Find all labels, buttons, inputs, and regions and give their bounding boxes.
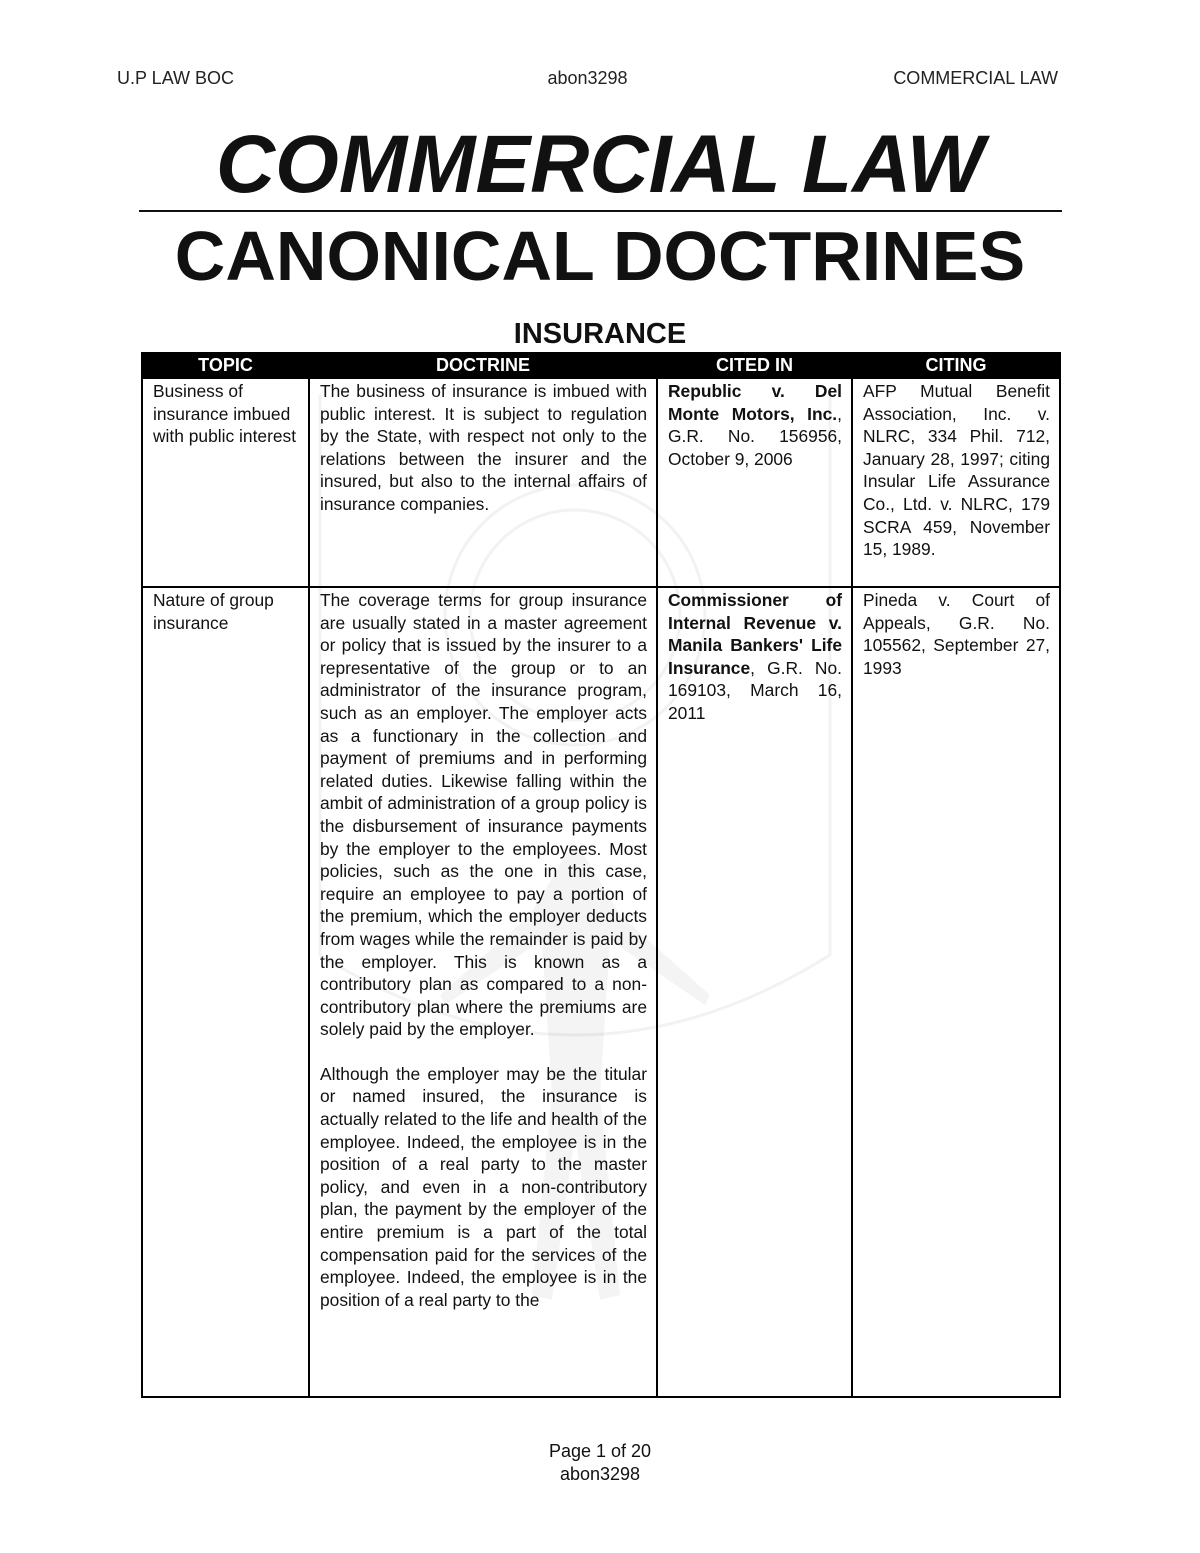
section-title: INSURANCE <box>513 318 687 350</box>
topic-cell: Nature of group insurance <box>142 587 309 1397</box>
header-right: COMMERCIAL LAW <box>893 68 1058 88</box>
header-left: U.P LAW BOC <box>117 68 235 88</box>
table-row <box>142 378 1060 587</box>
cited-case-name: Republic v. Del Monte Motors, Inc. <box>668 381 842 424</box>
cited-case-name: Commissioner of Internal Revenue v. Manila Bankers' Life Insurance <box>668 590 842 678</box>
doctrine-cell <box>309 378 657 587</box>
doctrines-table <box>141 352 1061 1398</box>
cited-in-cell <box>657 378 852 587</box>
document-subtitle: CANONICAL DOCTRINES <box>174 217 1026 295</box>
column-header-topic: TOPIC <box>142 353 309 378</box>
page-footer <box>0 1440 1200 1486</box>
doctrine-paragraph: The coverage terms for group insurance are usually stated in a master agreement or policy that is issued by the insurer to a representative of the group or to an administrator of the insurance program, such as an employer. The employer acts as a functionary in the collection and payment of premiums and in performing related duties. Likewise falling within the ambit of administration of a group policy is the disbursement of insurance payments by the employer to the employees. Most policies, such as the one in this case, require an employee to pay a portion of the premium, which the employer deducts from wages while the remainder is paid by the employer. This is known as a contributory plan as compared to a non-contributory plan where the premiums are solely paid by the employer. <box>320 590 647 1040</box>
table-row <box>142 587 1060 1397</box>
citing-cell: AFP Mutual Benefit Association, Inc. v. NLRC, 334 Phil. 712, January 28, 1997; citing Insular Life Assurance Co., Ltd. v. NLRC, 179 SCRA 459, November 15, 1989. <box>852 378 1060 587</box>
paragraph-gap <box>320 1041 647 1063</box>
column-header-citing: CITING <box>852 353 1060 378</box>
cited-in-cell <box>657 587 852 1397</box>
column-header-doctrine: DOCTRINE <box>309 353 657 378</box>
document-title: COMMERCIAL LAW <box>215 119 985 210</box>
page-header <box>117 68 1058 89</box>
header-center: abon3298 <box>547 68 628 88</box>
doctrine-paragraph: Although the employer may be the titular or named insured, the insurance is actually related to the life and health of the employee. Indeed, the employee is in the position of a real party to the master policy, and even in a non-contributory plan, the payment by the employer of the entire premium is a part of the total compensation paid for the services of the employee. Indeed, the employee is in the position of a real party to the <box>320 1063 647 1310</box>
table-header-row <box>142 353 1060 378</box>
citing-cell: Pineda v. Court of Appeals, G.R. No. 105562, September 27, 1993 <box>852 587 1060 1397</box>
doctrine-paragraph: The business of insurance is imbued with public interest. It is subject to regulation by the State, with respect not only to the relations between the insurer and the insured, but also to the internal affairs of insurance companies. <box>320 381 647 514</box>
doctrine-cell <box>309 587 657 1397</box>
page-number: Page 1 of 20 <box>548 1441 652 1461</box>
footer-author: abon3298 <box>559 1464 641 1484</box>
title-divider <box>139 210 1062 212</box>
cited-case-ref: , G.R. No. 169103, March 16, 2011 <box>668 657 842 723</box>
cited-case-ref: , G.R. No. 156956, October 9, 2006 <box>668 403 842 469</box>
topic-cell: Business of insurance imbued with public interest <box>142 378 309 587</box>
column-header-cited-in: CITED IN <box>657 353 852 378</box>
